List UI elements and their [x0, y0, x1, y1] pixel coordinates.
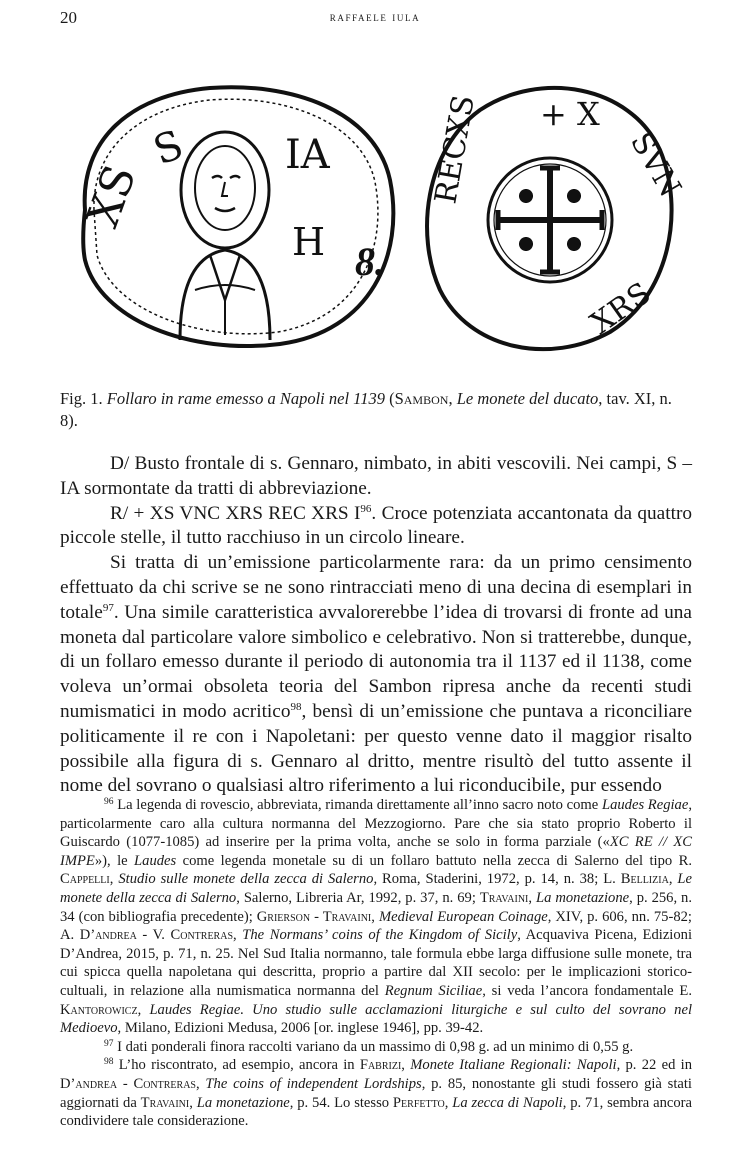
italic-run: Le monete della zecca di Salerno: [60, 871, 693, 906]
italic-run: Regnum Siciliae: [384, 982, 483, 999]
text-run: ,: [195, 1075, 206, 1092]
text-run: . Una simile caratteristica avvalorerebbe l’idea di trovarsi di fronte ad una moneta dal particolare valore simbolico e celebrativo. Non si tratterebbe, dunque, di un follaro emesso durante il periodo di autonomia tra il 1137 ed il 1138, come voleva un’ormai obsoleta teoria del Sambon ripresa anche da recenti studi numismatici in modo acritico: [60, 601, 692, 722]
italic-run: Monete Italiane Regionali: Napoli: [410, 1057, 617, 1074]
text-run: ,: [401, 1057, 411, 1074]
caption-text: , tav. XI, n. 8).: [60, 389, 672, 430]
author-name: D’andrea - V. Contreras: [79, 927, 233, 944]
text-run: , XIV, p. 606, nn. 75-82; A.: [60, 908, 692, 944]
coin-illustration: [70, 70, 688, 360]
italic-run: La zecca di Napoli: [452, 1094, 563, 1111]
italic-run: The Normans’ coins of the Kingdom of Sicily: [242, 927, 518, 944]
text-run: , Milano, Edizioni Medusa, 2006 [or. inglese 1946], pp. 39-42.: [117, 1020, 484, 1037]
caption-text: ,: [448, 389, 457, 408]
figure-number: 8.: [355, 239, 385, 284]
caption-title: Follaro in rame emesso a Napoli nel 1139: [106, 389, 385, 408]
footnote-97: [60, 1038, 692, 1057]
author-name: Cappelli: [60, 871, 110, 888]
text-run: , particolarmente caro alla cultura normanna del Mezzogiorno. Pare che sia stato proprio Roberto il Guiscardo (1077-1085) ad inserire per la prima volta, anche se solo in forma parziale («: [60, 797, 692, 851]
svg-text:IA: IA: [285, 132, 330, 178]
caption-text: (: [384, 389, 395, 408]
paragraph: [60, 551, 692, 799]
reverse-coin: [427, 88, 688, 349]
caption-author: Sambon: [394, 389, 449, 408]
text-run: , p. 256, n. 34 (con bibliografia precedente);: [60, 889, 692, 925]
body-text: [60, 452, 692, 799]
text-run: , Acquaviva Picena, Edizioni D’Andrea, 2015, p. 71, n. 25. Nel Sud Italia normanno, tale formula ebbe larga diffusione sulle monete, tra cui spicca quella napoletana qui descritta, proprio a partire dal XII secolo: per le implicazioni storico-cultuali, in relazione alla numismatica normanna del: [60, 927, 693, 999]
italic-run: The coins of independent Lordships: [205, 1075, 422, 1092]
svg-text:+ X: + X: [540, 95, 600, 133]
text-run: La legenda di rovescio, abbreviata, rimanda direttamente all’inno sacro noto come: [113, 797, 602, 813]
author-name: Kantorowicz: [60, 1001, 138, 1018]
svg-text:SVN: SVN: [623, 126, 688, 204]
text-run: , si veda l’ancora fondamentale E.: [482, 982, 692, 999]
author-name: Bellizia: [620, 871, 669, 888]
paragraph: [60, 502, 692, 552]
text-run: ,: [371, 908, 379, 925]
footnote-ref[interactable]: 98: [290, 700, 302, 713]
text-run: ,: [444, 1094, 453, 1111]
text-run: , Salerno, Libreria Ar, 1992, p. 37, n. 69;: [236, 889, 480, 906]
text-run: , Roma, Staderini, 1972, p. 14, n. 38; L.: [373, 871, 621, 888]
coin-figure: [70, 70, 688, 360]
page-number: 20: [60, 8, 77, 27]
text-run: I dati ponderali finora raccolti variano da un massimo di 0,98 g. ad un minimo di 0,55 g.: [113, 1038, 634, 1055]
running-title: raffaele iula: [329, 9, 421, 24]
text-run: ,: [109, 871, 119, 888]
author-name: Travaini: [140, 1094, 190, 1111]
text-run: , p. 71, sembra ancora condividere tale considerazione.: [60, 1094, 692, 1130]
svg-text:RECXS: RECXS: [428, 92, 482, 207]
italic-run: La monetazione: [196, 1094, 290, 1111]
paragraph: D/ Busto frontale di s. Gennaro, nimbato, in abiti vescovili. Nei campi, S – IA sormontate da tratti di abbreviazione.: [60, 453, 692, 499]
italic-run: La monetazione: [535, 889, 630, 906]
footnote-ref[interactable]: 96: [360, 502, 372, 515]
footnote-98: [60, 1056, 692, 1130]
italic-run: Medieval European Coinage: [378, 908, 548, 925]
italic-run: XC RE // XC IMPE: [60, 834, 692, 869]
svg-text:XRS: XRS: [584, 275, 658, 342]
footnote-number: 96: [104, 797, 114, 807]
svg-text:H: H: [292, 220, 326, 264]
italic-run: Laudes Regiae: [601, 797, 689, 813]
text-run: ,: [233, 927, 243, 944]
text-run: ,: [189, 1094, 197, 1111]
footnote-number: 97: [104, 1038, 114, 1049]
text-run: Si tratta di un’emissione particolarmente rara: da un primo censimento effettuato da chi scrive se ne sono rintracciati meno di una decina di esemplari in totale: [60, 552, 692, 623]
text-run: »), le: [94, 852, 135, 869]
text-run: ,: [137, 1001, 150, 1018]
footnote-96: [60, 796, 692, 1038]
text-run: , p. 85, nonostante gli studi fossero già stati aggiornati da: [60, 1075, 692, 1111]
text-run: . Croce potenziata accantonata da quattro piccole stelle, il tutto racchiuso in un circolo lineare.: [60, 502, 693, 549]
italic-run: Studio sulle monete della zecca di Salerno: [118, 871, 374, 888]
text-run: come legenda monetale su di un follaro battuto nella zecca di Salerno del tipo R.: [176, 852, 692, 869]
author-name: D’andrea - Contreras: [60, 1075, 196, 1092]
footnotes: [60, 796, 692, 1131]
caption-prefix: Fig. 1.: [60, 389, 107, 408]
text-run: , bensì di un’emissione che puntava a riconciliare politicamente il re con i Napoletani: per questo venne dato il maggior risalto possibile alla figura di s. Gennaro al dritto, mentre risultò del tutto assente il nome del sovrano o qualsiasi altro riferimento a lui riconducibile, pur essendo: [60, 700, 692, 797]
footnote-number: 98: [104, 1057, 114, 1068]
author-name: Perfetto: [392, 1094, 445, 1111]
obverse-coin: [77, 87, 393, 346]
text-run: ,: [528, 889, 536, 906]
svg-text:S: S: [147, 121, 190, 175]
author-name: Fabrizi: [359, 1057, 402, 1074]
footnote-ref[interactable]: 97: [102, 601, 114, 614]
caption-work: Le monete del ducato: [456, 389, 599, 408]
text-run: ,: [668, 871, 678, 888]
author-name: Grierson - Travaini: [256, 908, 372, 925]
svg-text:XS: XS: [77, 158, 147, 234]
text-run: R/ + XS VNC XRS REC XRS I: [110, 502, 361, 524]
italic-run: Laudes: [134, 852, 177, 869]
text-run: L’ho riscontrato, ad esempio, ancora in: [113, 1057, 360, 1074]
italic-run: Laudes Regiae. Uno studio sulle acclamazioni liturgiche e sul culto del sovrano nel Medioevo: [60, 1001, 692, 1037]
figure-caption: [60, 388, 692, 432]
author-name: Travaini: [479, 889, 529, 906]
text-run: , p. 54. Lo stesso: [289, 1094, 393, 1111]
text-run: , p. 22 ed in: [616, 1057, 692, 1074]
